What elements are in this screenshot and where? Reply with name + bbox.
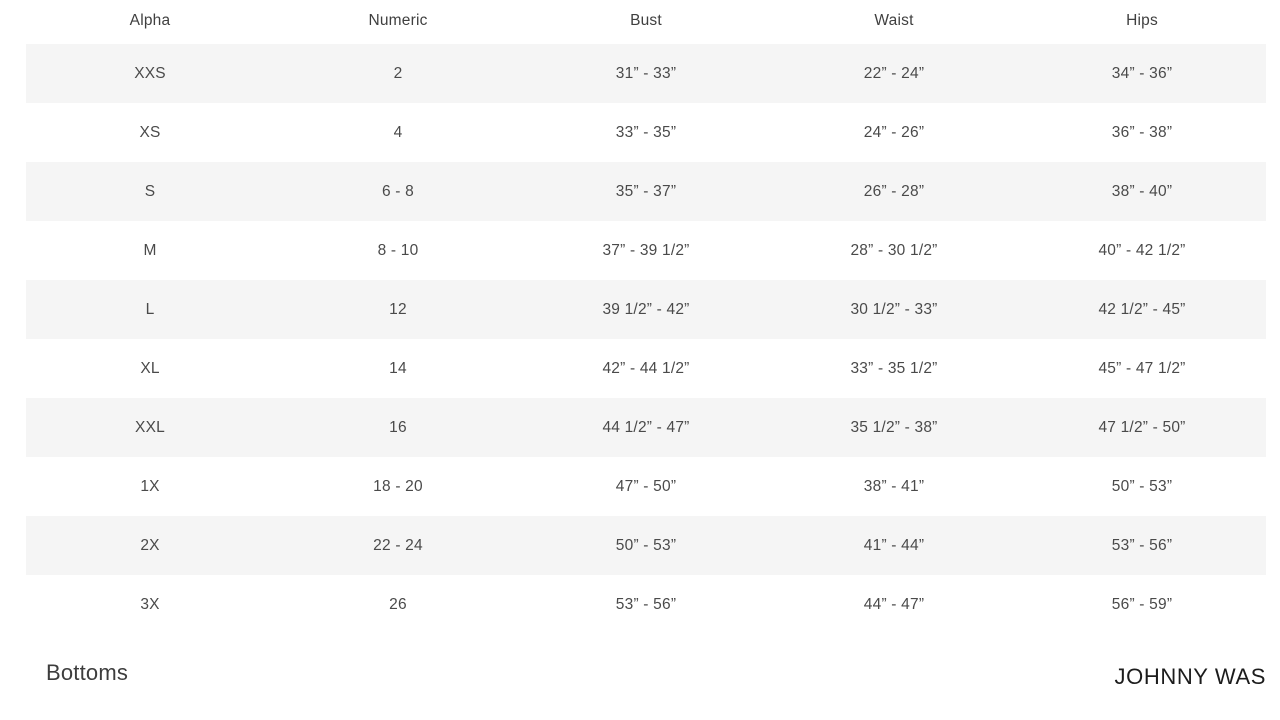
cell-alpha: XL <box>26 339 274 398</box>
cell-hips: 45” - 47 1/2” <box>1018 339 1266 398</box>
cell-hips: 40” - 42 1/2” <box>1018 221 1266 280</box>
cell-bust: 33” - 35” <box>522 103 770 162</box>
cell-waist: 35 1/2” - 38” <box>770 398 1018 457</box>
table-body <box>26 44 1266 634</box>
table-row <box>26 457 1266 516</box>
cell-alpha: XXL <box>26 398 274 457</box>
cell-waist: 38” - 41” <box>770 457 1018 516</box>
cell-numeric: 26 <box>274 575 522 634</box>
table-row <box>26 280 1266 339</box>
cell-alpha: 3X <box>26 575 274 634</box>
cell-bust: 39 1/2” - 42” <box>522 280 770 339</box>
cell-hips: 53” - 56” <box>1018 516 1266 575</box>
cell-waist: 24” - 26” <box>770 103 1018 162</box>
cell-numeric: 12 <box>274 280 522 339</box>
cell-bust: 53” - 56” <box>522 575 770 634</box>
cell-bust: 42” - 44 1/2” <box>522 339 770 398</box>
cell-bust: 50” - 53” <box>522 516 770 575</box>
footer <box>0 652 1280 720</box>
cell-numeric: 2 <box>274 44 522 103</box>
column-header-alpha: Alpha <box>129 12 171 29</box>
table-row <box>26 221 1266 280</box>
section-title-bottoms: Bottoms <box>46 660 129 685</box>
brand-logo: JOHNNY WAS <box>1114 664 1266 689</box>
cell-numeric: 6 - 8 <box>274 162 522 221</box>
table-row <box>26 44 1266 103</box>
cell-waist: 30 1/2” - 33” <box>770 280 1018 339</box>
cell-bust: 31” - 33” <box>522 44 770 103</box>
cell-alpha: S <box>26 162 274 221</box>
cell-waist: 33” - 35 1/2” <box>770 339 1018 398</box>
cell-numeric: 18 - 20 <box>274 457 522 516</box>
cell-hips: 42 1/2” - 45” <box>1018 280 1266 339</box>
table-row <box>26 398 1266 457</box>
column-header-bust: Bust <box>630 12 662 29</box>
column-header-waist: Waist <box>874 12 914 29</box>
cell-bust: 37” - 39 1/2” <box>522 221 770 280</box>
cell-alpha: M <box>26 221 274 280</box>
table-row <box>26 516 1266 575</box>
table-header-row <box>26 0 1266 44</box>
column-header-hips: Hips <box>1126 12 1158 29</box>
size-chart-table <box>26 0 1266 634</box>
cell-hips: 50” - 53” <box>1018 457 1266 516</box>
cell-numeric: 16 <box>274 398 522 457</box>
cell-numeric: 14 <box>274 339 522 398</box>
table-header <box>26 0 1266 44</box>
cell-numeric: 8 - 10 <box>274 221 522 280</box>
cell-waist: 44” - 47” <box>770 575 1018 634</box>
cell-bust: 35” - 37” <box>522 162 770 221</box>
cell-numeric: 22 - 24 <box>274 516 522 575</box>
cell-alpha: XXS <box>26 44 274 103</box>
cell-alpha: 2X <box>26 516 274 575</box>
cell-numeric: 4 <box>274 103 522 162</box>
cell-hips: 34” - 36” <box>1018 44 1266 103</box>
cell-hips: 47 1/2” - 50” <box>1018 398 1266 457</box>
cell-alpha: L <box>26 280 274 339</box>
cell-waist: 22” - 24” <box>770 44 1018 103</box>
cell-hips: 36” - 38” <box>1018 103 1266 162</box>
table-row <box>26 339 1266 398</box>
cell-hips: 38” - 40” <box>1018 162 1266 221</box>
table-row <box>26 162 1266 221</box>
cell-waist: 28” - 30 1/2” <box>770 221 1018 280</box>
cell-alpha: XS <box>26 103 274 162</box>
cell-alpha: 1X <box>26 457 274 516</box>
column-header-numeric: Numeric <box>368 12 428 29</box>
table-row <box>26 575 1266 634</box>
cell-bust: 47” - 50” <box>522 457 770 516</box>
table-row <box>26 103 1266 162</box>
cell-waist: 41” - 44” <box>770 516 1018 575</box>
cell-hips: 56” - 59” <box>1018 575 1266 634</box>
cell-bust: 44 1/2” - 47” <box>522 398 770 457</box>
cell-waist: 26” - 28” <box>770 162 1018 221</box>
